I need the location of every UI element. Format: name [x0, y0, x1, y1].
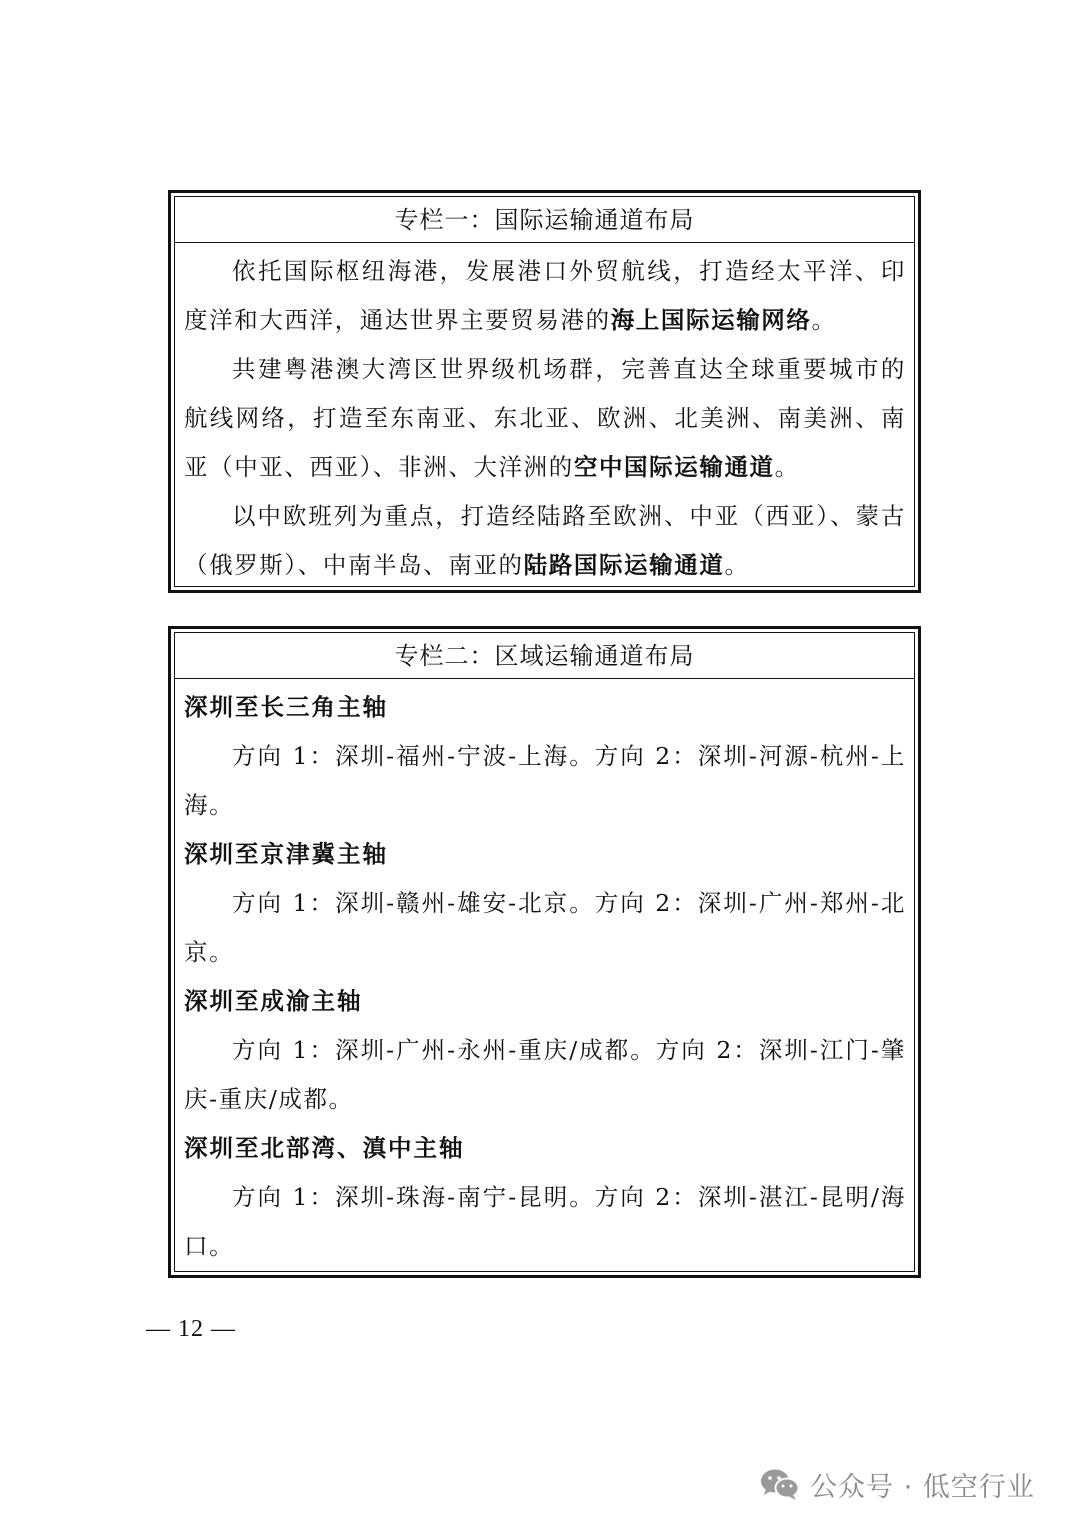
column-box-international — [168, 190, 921, 593]
column-body — [175, 243, 914, 590]
axis-directions: 方向 1：深圳-广州-永州-重庆/成都。方向 2：深圳-江门-肇庆-重庆/成都。 — [184, 1036, 906, 1113]
axis-title: 深圳至长三角主轴 — [184, 693, 388, 721]
column-title: 专栏一：国际运输通道布局 — [175, 197, 914, 243]
paragraph-text: 以中欧班列为重点，打造经陆路至欧洲、中亚（西亚）、蒙古（俄罗斯）、中南半岛、南亚的 — [184, 502, 906, 579]
paragraph-end: 。 — [724, 551, 750, 579]
paragraph-end: 。 — [811, 306, 837, 334]
axis-directions: 方向 1：深圳-赣州-雄安-北京。方向 2：深圳-广州-郑州-北京。 — [184, 889, 906, 966]
column-body — [175, 679, 914, 1271]
axis-title: 深圳至北部湾、滇中主轴 — [184, 1134, 465, 1162]
watermark — [760, 1459, 1035, 1509]
paragraph-text: 依托国际枢纽海港，发展港口外贸航线，打造经太平洋、印度洋和大西洋，通达世界主要贸易港的 — [184, 257, 906, 334]
highlight-term: 空中国际运输通道 — [573, 453, 775, 481]
highlight-term: 陆路国际运输通道 — [523, 551, 725, 579]
axis-directions: 方向 1：深圳-福州-宁波-上海。方向 2：深圳-河源-杭州-上海。 — [184, 742, 906, 819]
column-box-inner — [174, 196, 915, 587]
column-box-inner — [174, 632, 915, 1272]
column-title: 专栏二：区域运输通道布局 — [175, 633, 914, 679]
paragraph-sea — [184, 247, 906, 345]
column-box-regional — [168, 626, 921, 1278]
axis-directions: 方向 1：深圳-珠海-南宁-昆明。方向 2：深圳-湛江-昆明/海口。 — [184, 1183, 906, 1260]
axis-title: 深圳至京津冀主轴 — [184, 840, 388, 868]
axis-title: 深圳至成渝主轴 — [184, 987, 363, 1015]
watermark-text: 公众号 · 低空行业 — [810, 1471, 1035, 1503]
wechat-icon — [760, 1467, 800, 1501]
paragraph-land — [184, 492, 906, 590]
page-number: — 12 — — [146, 1316, 236, 1342]
paragraph-air — [184, 345, 906, 492]
paragraph-text: 共建粤港澳大湾区世界级机场群，完善直达全球重要城市的航线网络，打造至东南亚、东北亚、欧洲、北美洲、南美洲、南亚（中亚、西亚）、非洲、大洋洲的 — [184, 355, 906, 481]
paragraph-end: 。 — [774, 453, 800, 481]
highlight-term: 海上国际运输网络 — [610, 306, 812, 334]
